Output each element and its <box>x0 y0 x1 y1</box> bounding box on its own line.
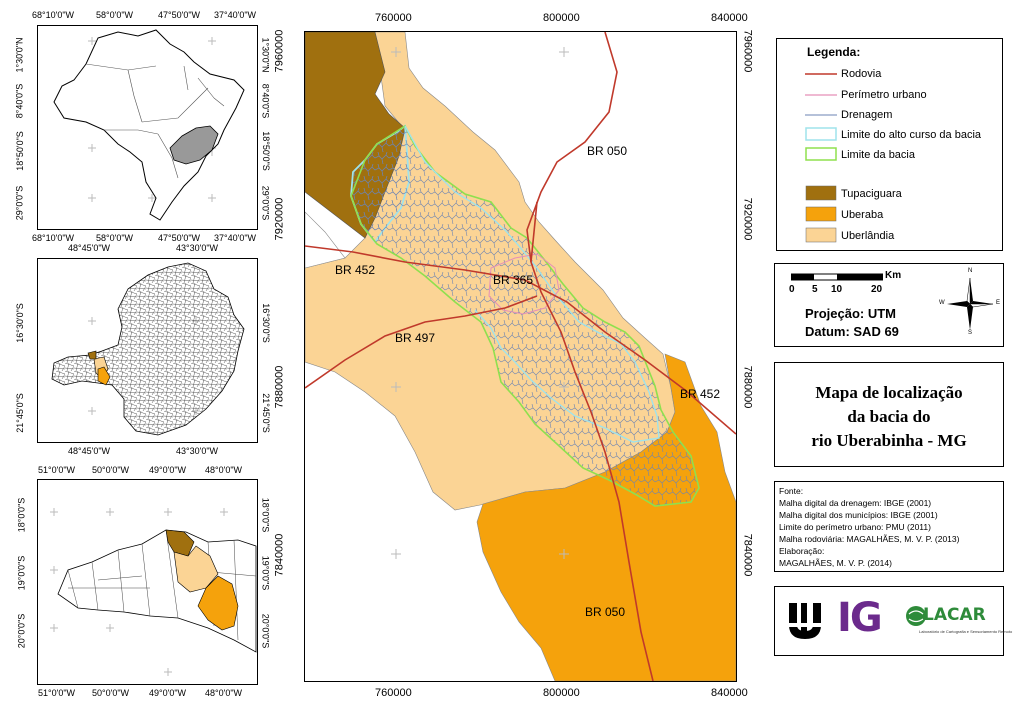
legend-uberaba-symbol <box>806 207 836 221</box>
coord-label: 49°0'0"W <box>149 465 187 475</box>
easting-label: 800000 <box>543 12 580 24</box>
coord-label: 21°45'0"S <box>14 393 25 433</box>
compass-n: N <box>968 268 973 274</box>
projection-text: Projeção: UTM <box>805 306 897 321</box>
minas-gerais-outline <box>52 263 244 435</box>
coord-label: 18°50'0"S <box>260 131 271 171</box>
brazil-map <box>38 26 257 229</box>
map-title-line-2: da bacia do <box>847 407 931 426</box>
scale-bar <box>791 273 883 283</box>
northing-label: 7920000 <box>273 197 286 241</box>
legend-uberlandia-symbol <box>806 228 836 242</box>
triangulo-map <box>38 480 257 684</box>
easting-label: 840000 <box>711 687 748 699</box>
coord-label: 51°0'0"W <box>38 688 76 698</box>
coord-label: 47°50'0"W <box>158 10 201 20</box>
legend-item-limite-bacia: Limite da bacia <box>841 149 915 161</box>
coord-label: 58°0'0"W <box>96 233 134 243</box>
main-map-canvas <box>305 32 736 681</box>
source-line: Limite do perímetro urbano: PMU (2011) <box>779 522 931 532</box>
coord-label: 18°0'0"S <box>260 497 271 533</box>
coord-label: 51°0'0"W <box>38 465 76 475</box>
legend-item-alto-curso: Limite do alto curso da bacia <box>841 129 982 141</box>
coord-label: 68°10'0"W <box>32 233 75 243</box>
logos-panel <box>774 586 1013 656</box>
legend-item-uberlandia: Uberlândia <box>841 230 895 242</box>
source-line: Elaboração: <box>779 546 825 556</box>
north-arrow-icon <box>943 274 997 334</box>
easting-label: 760000 <box>375 12 412 24</box>
scale-tick: 10 <box>831 284 843 295</box>
road-label-br050-north: BR 050 <box>587 144 628 158</box>
brazil-outline <box>54 30 244 220</box>
coord-label: 16°30'0"S <box>14 303 25 343</box>
easting-label: 840000 <box>711 12 748 24</box>
northing-label: 7840000 <box>741 533 754 577</box>
mg-map <box>38 259 257 442</box>
inset-brazil <box>37 25 258 230</box>
coord-label: 29°0'0"S <box>260 185 271 221</box>
compass-e: E <box>996 300 1001 306</box>
scale-tick: 20 <box>871 284 883 295</box>
inset-triangulo-mineiro <box>37 479 258 685</box>
map-title-line-1: Mapa de localização <box>815 383 963 402</box>
coord-label: 20°0'0"S <box>16 613 27 649</box>
source-line: Fonte: <box>779 486 804 496</box>
legend-item-perimetro: Perímetro urbano <box>841 89 927 101</box>
northing-label: 7920000 <box>741 197 754 241</box>
sources-panel <box>774 481 1004 572</box>
compass-w: W <box>939 300 945 306</box>
source-line: MAGALHÃES, M. V. P. (2014) <box>779 558 892 568</box>
northing-label: 7880000 <box>273 365 286 409</box>
inset-minas-gerais <box>37 258 258 443</box>
coord-label: 50°0'0"W <box>92 688 130 698</box>
coord-label: 48°0'0"W <box>205 465 243 475</box>
map-title-line-3: rio Uberabinha - MG <box>811 431 967 450</box>
coord-label: 8°40'0"S <box>260 83 271 119</box>
compass-s: S <box>968 330 973 336</box>
scale-tick: 5 <box>812 284 818 295</box>
road-label-br365: BR 365 <box>493 273 534 287</box>
neighbour-area <box>305 212 345 268</box>
coord-label: 1°30'0"N <box>14 37 25 73</box>
legend-item-drenagem: Drenagem <box>841 109 893 121</box>
legend-item-uberaba: Uberaba <box>841 209 884 221</box>
northing-label: 7960000 <box>741 29 754 73</box>
legend-item-rodovia: Rodovia <box>841 68 882 80</box>
legend-item-tupaciguara: Tupaciguara <box>841 188 902 200</box>
source-line: Malha rodoviária: MAGALHÃES, M. V. P. (2013) <box>779 534 960 544</box>
northing-label: 7840000 <box>273 533 286 577</box>
road-label-br497: BR 497 <box>395 331 436 345</box>
source-line: Malha digital dos municípios: IBGE (2001) <box>779 510 938 520</box>
lacar-logo <box>905 603 1013 643</box>
coord-label: 20°0'0"S <box>260 613 271 649</box>
legend-basin-symbol <box>806 148 836 160</box>
datum-text: Datum: SAD 69 <box>805 324 899 339</box>
lacar-logo-subtitle: Laboratório de Cartografia e Sensoriamento Remoto <box>919 629 1013 634</box>
scale-tick: 0 <box>789 284 795 295</box>
coord-label: 29°0'0"S <box>14 185 25 221</box>
lacar-logo-text: LACAR <box>923 605 986 625</box>
ig-logo: IG <box>837 595 881 641</box>
coord-label: 37°40'0"W <box>214 10 257 20</box>
scale-unit: Km <box>885 270 902 281</box>
coord-label: 21°45'0"S <box>260 393 271 433</box>
road-label-br050-south: BR 050 <box>585 605 626 619</box>
ufu-logo <box>783 599 829 643</box>
legend-title: Legenda: <box>807 45 861 59</box>
main-map <box>304 31 737 682</box>
coord-label: 37°40'0"W <box>214 233 257 243</box>
coord-label: 48°0'0"W <box>205 688 243 698</box>
legend-panel <box>776 38 1003 251</box>
ufu-logo-icon <box>783 599 829 643</box>
scale-panel <box>774 263 1004 347</box>
northing-label: 7960000 <box>273 29 286 73</box>
coord-label: 48°45'0"W <box>68 243 111 253</box>
legend-alto-curso-symbol <box>806 128 836 140</box>
road-label-br452-west: BR 452 <box>335 263 376 277</box>
coord-label: 50°0'0"W <box>92 465 130 475</box>
coord-label: 18°50'0"S <box>14 131 25 171</box>
easting-label: 800000 <box>543 687 580 699</box>
coord-label: 16°30'0"S <box>260 303 271 343</box>
legend-tupaciguara-symbol <box>806 186 836 200</box>
coord-label: 8°40'0"S <box>14 83 25 119</box>
title-panel <box>774 362 1004 467</box>
coord-label: 49°0'0"W <box>149 688 187 698</box>
coord-label: 48°45'0"W <box>68 446 111 456</box>
coord-label: 19°0'0"S <box>16 555 27 591</box>
coord-label: 43°30'0"W <box>176 446 219 456</box>
northing-label: 7880000 <box>741 365 754 409</box>
coord-label: 18°0'0"S <box>16 497 27 533</box>
coord-label: 58°0'0"W <box>96 10 134 20</box>
coord-label: 43°30'0"W <box>176 243 219 253</box>
source-line: Malha digital da drenagem: IBGE (2001) <box>779 498 932 508</box>
coord-label: 47°50'0"W <box>158 233 201 243</box>
coord-label: 68°10'0"W <box>32 10 75 20</box>
easting-label: 760000 <box>375 687 412 699</box>
road-label-br452-east: BR 452 <box>680 387 721 401</box>
legend-symbols <box>805 65 845 245</box>
coord-label: 1°30'0"N <box>260 37 271 73</box>
coord-label: 19°0'0"S <box>260 555 271 591</box>
